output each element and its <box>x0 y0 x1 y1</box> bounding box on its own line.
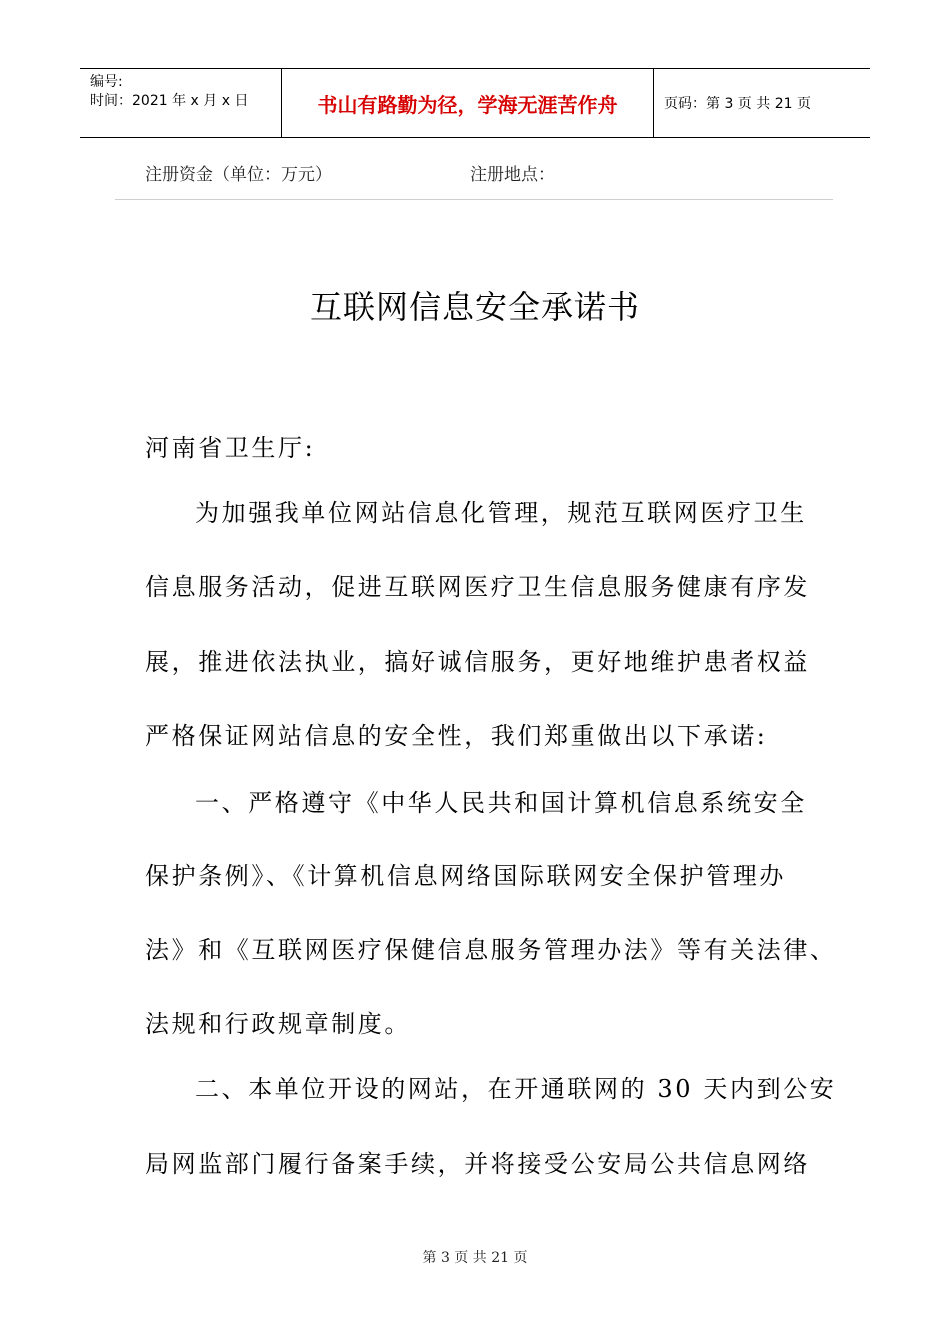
paragraph-line: 二、本单位开设的网站，在开通联网的 30 天内到公安 <box>195 1075 837 1103</box>
paragraph-line: 为加强我单位网站信息化管理，规范互联网医疗卫生 <box>195 499 807 527</box>
paragraph-line: 严格保证网站信息的安全性，我们郑重做出以下承诺: <box>145 722 768 750</box>
number-label: 编号: <box>90 74 123 90</box>
paragraph-line: 保护条例》、《计算机信息网络国际联网安全保护管理办 <box>145 862 786 890</box>
divider <box>115 199 833 200</box>
header-table <box>80 68 870 138</box>
paragraph-line: 信息服务活动，促进互联网医疗卫生信息服务健康有序发 <box>145 573 810 601</box>
registered-place-label: 注册地点： <box>470 165 555 185</box>
salutation: 河南省卫生厅: <box>145 434 316 462</box>
header-meta <box>80 69 282 137</box>
paragraph-line: 局网监部门履行备案手续，并将接受公安局公共信息网络 <box>145 1150 810 1178</box>
paragraph-line: 法》和《互联网医疗保健信息服务管理办法》等有关法律、 <box>145 936 837 964</box>
registered-capital-label: 注册资金（单位：万元） <box>145 165 332 185</box>
paragraph-line: 展，推进依法执业，搞好诚信服务，更好地维护患者权益 <box>145 648 810 676</box>
page-info: 页码：第 3 页 共 21 页 <box>664 96 811 112</box>
paragraph-line: 法规和行政规章制度。 <box>145 1010 411 1038</box>
document-title: 互联网信息安全承诺书 <box>309 288 640 326</box>
date-label: 时间：2021 年 x 月 x 日 <box>90 93 249 109</box>
page-footer: 第 3 页 共 21 页 <box>422 1250 528 1266</box>
motto: 书山有路勤为径，学海无涯苦作舟 <box>282 69 654 137</box>
paragraph-line: 一、严格遵守《中华人民共和国计算机信息系统安全 <box>195 789 807 817</box>
